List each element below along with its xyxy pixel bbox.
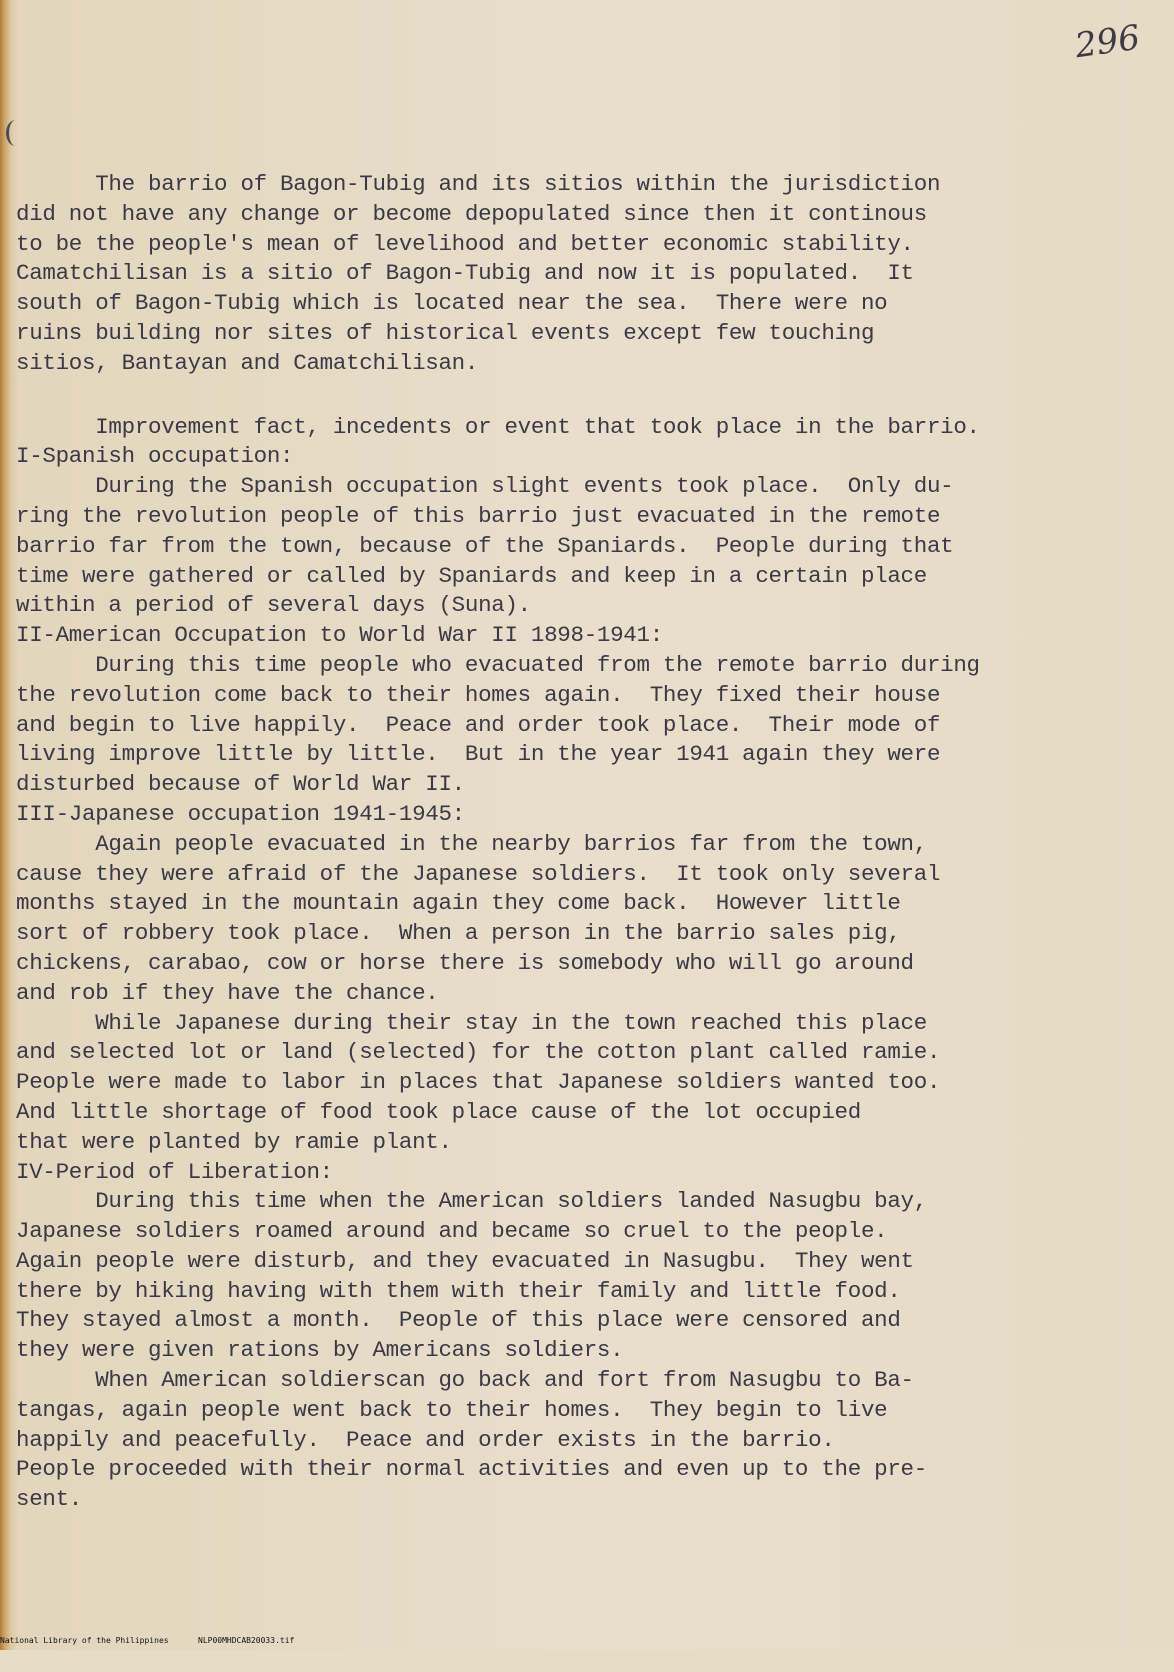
footer-filename: NLP00MHDCAB20033.tif bbox=[198, 1636, 295, 1645]
text-line: sort of robbery took place. When a person in the barrio sales pig, bbox=[16, 920, 901, 947]
text-line: and selected lot or land (selected) for the cotton plant called ramie. bbox=[16, 1039, 941, 1066]
text-line: chickens, carabao, cow or horse there is somebody who will go around bbox=[16, 949, 914, 976]
page-number: 296 bbox=[1072, 17, 1143, 67]
text-line: ruins building nor sites of historical events except few touching bbox=[16, 319, 875, 346]
text-line: When American soldierscan go back and fort from Nasugbu to Ba- bbox=[16, 1367, 914, 1394]
text-line: and rob if they have the chance. bbox=[16, 979, 439, 1006]
text-line: II-American Occupation to World War II 1898-1941: bbox=[16, 622, 663, 649]
text-line: People proceeded with their normal activities and even up to the pre- bbox=[16, 1456, 927, 1483]
footer-source: National Library of the Philippines bbox=[0, 1636, 169, 1645]
text-line: living improve little by little. But in the year 1941 again they were bbox=[16, 741, 941, 768]
text-line: ring the revolution people of this barrio just evacuated in the remote bbox=[16, 502, 941, 529]
text-line: During the Spanish occupation slight events took place. Only du- bbox=[16, 473, 954, 500]
text-line: Again people evacuated in the nearby barrios far from the town, bbox=[16, 830, 927, 857]
typewritten-body bbox=[16, 170, 1141, 1515]
text-line: Again people were disturb, and they evacuated in Nasugbu. They went bbox=[16, 1247, 914, 1274]
text-line: Japanese soldiers roamed around and became so cruel to the people. bbox=[16, 1218, 888, 1245]
text-line: III-Japanese occupation 1941-1945: bbox=[16, 800, 465, 827]
text-line: they were given rations by Americans soldiers. bbox=[16, 1337, 624, 1364]
text-line: tangas, again people went back to their homes. They begin to live bbox=[16, 1396, 888, 1423]
text-line: sent. bbox=[16, 1486, 83, 1513]
text-line: People were made to labor in places that Japanese soldiers wanted too. bbox=[16, 1069, 941, 1096]
text-line: During this time people who evacuated from the remote barrio during bbox=[16, 651, 980, 678]
text-line: within a period of several days (Suna). bbox=[16, 592, 531, 619]
text-line bbox=[16, 379, 1141, 413]
text-line: They stayed almost a month. People of this place were censored and bbox=[16, 1307, 901, 1334]
text-line: disturbed because of World War II. bbox=[16, 771, 465, 798]
text-line: Improvement fact, incedents or event that took place in the barrio. bbox=[16, 413, 980, 440]
text-line: And little shortage of food took place cause of the lot occupied bbox=[16, 1098, 861, 1125]
text-line: there by hiking having with them with their family and little food. bbox=[16, 1277, 901, 1304]
text-line: I-Spanish occupation: bbox=[16, 443, 294, 470]
text-line: that were planted by ramie plant. bbox=[16, 1128, 452, 1155]
text-line: happily and peacefully. Peace and order exists in the barrio. bbox=[16, 1426, 835, 1453]
text-line: During this time when the American soldiers landed Nasugbu bay, bbox=[16, 1188, 927, 1215]
scan-footer bbox=[0, 1636, 1174, 1648]
text-line: While Japanese during their stay in the town reached this place bbox=[16, 1009, 927, 1036]
margin-mark bbox=[6, 120, 25, 146]
text-line: The barrio of Bagon-Tubig and its sitios within the jurisdiction bbox=[16, 171, 941, 197]
text-line: time were gathered or called by Spaniards and keep in a certain place bbox=[16, 562, 927, 589]
text-line: to be the people's mean of levelihood and better economic stability. bbox=[16, 230, 914, 257]
text-line: barrio far from the town, because of the Spaniards. People during that bbox=[16, 532, 954, 559]
text-line: sitios, Bantayan and Camatchilisan. bbox=[16, 349, 479, 376]
text-line: Camatchilisan is a sitio of Bagon-Tubig and now it is populated. It bbox=[16, 260, 914, 287]
text-line: did not have any change or become depopulated since then it continous bbox=[16, 200, 927, 227]
text-line: cause they were afraid of the Japanese soldiers. It took only several bbox=[16, 860, 941, 887]
text-line: months stayed in the mountain again they come back. However little bbox=[16, 890, 901, 917]
text-line: south of Bagon-Tubig which is located near the sea. There were no bbox=[16, 290, 888, 317]
text-line: and begin to live happily. Peace and order took place. Their mode of bbox=[16, 711, 941, 738]
text-line: IV-Period of Liberation: bbox=[16, 1158, 333, 1185]
text-line: the revolution come back to their homes again. They fixed their house bbox=[16, 681, 941, 708]
